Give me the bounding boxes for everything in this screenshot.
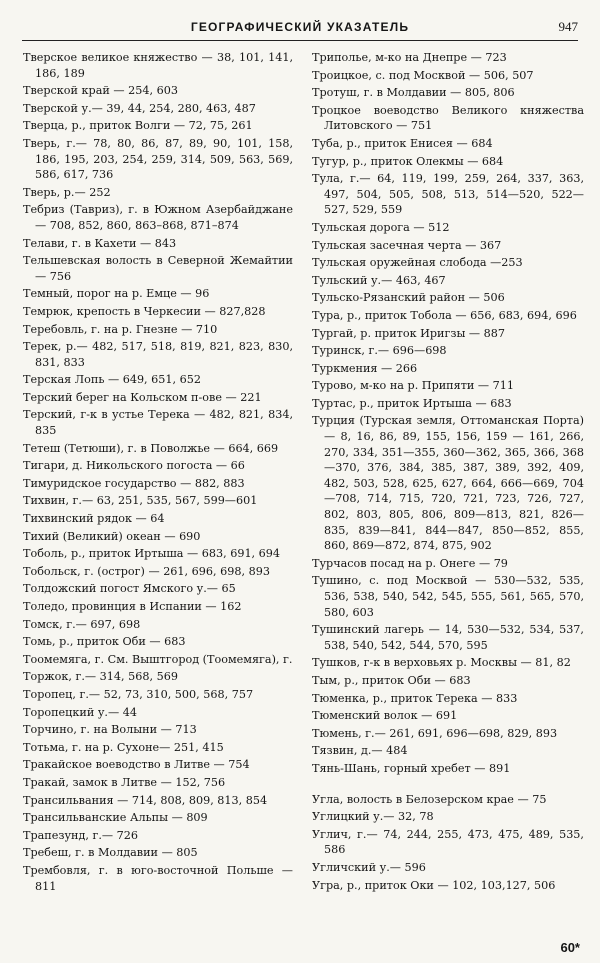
index-entry: Трапезунд, г.— 726 — [23, 828, 139, 842]
index-entry: Углич, г.— 74, 244, 255, 473, 475, 489, 535, 586 — [312, 827, 584, 857]
running-title: ГЕОГРАФИЧЕСКИЙ УКАЗАТЕЛЬ — [190, 20, 410, 34]
index-entry: Терек, р.— 482, 517, 518, 819, 821, 823, 830, 831, 833 — [23, 340, 293, 369]
index-entry: Тверь, г.— 78, 80, 86, 87, 89, 90, 101, 158, 186, 195, 203, 254, 259, 314, 509, 563, 569, 586, 617, 736 — [23, 136, 293, 182]
index-entry: Торжок, г.— 314, 568, 569 — [23, 670, 178, 684]
index-entry: Тетеш (Тетюши), г. в Поволжье — 664, 669 — [23, 441, 279, 455]
index-entry: Турчасов посад на р. Онеге — 79 — [312, 556, 508, 570]
index-entry: Томск, г.— 697, 698 — [23, 617, 141, 631]
printer-signature-mark: 60* — [560, 940, 580, 955]
index-entry: Тульско-Рязанский район — 506 — [312, 291, 505, 305]
index-entry: Темрюк, крепость в Черкесии — 827,828 — [23, 304, 266, 318]
index-entry: Угличский у.— 596 — [312, 860, 426, 874]
index-entry: Тугур, р., приток Олекмы — 684 — [312, 154, 504, 168]
index-entry: Тверца, р., приток Волги — 72, 75, 261 — [23, 119, 253, 133]
index-entry: Томь, р., приток Оби — 683 — [23, 635, 186, 649]
index-entry: Толдожский погост Ямского у.— 65 — [23, 582, 236, 596]
index-entry: Тверской у.— 39, 44, 254, 280, 463, 487 — [23, 101, 256, 115]
index-entry: Теребовль, г. на р. Гнезне — 710 — [23, 322, 218, 336]
index-entry: Тургай, р. приток Иригзы — 887 — [312, 326, 506, 340]
index-entry: Триполье, м-ко на Днепре — 723 — [312, 51, 507, 64]
index-entry: Трансильвания — 714, 808, 809, 813, 854 — [23, 793, 268, 807]
index-entry: Угра, р., приток Оки — 102, 103,127, 506 — [312, 878, 556, 892]
index-entry: Торопецкий у.— 44 — [23, 705, 137, 719]
index-entry: Торопец, г.— 52, 73, 310, 500, 568, 757 — [23, 687, 254, 701]
index-entry: Турово, м-ко на р. Припяти — 711 — [312, 379, 514, 393]
index-entry: Тюменский волок — 691 — [312, 709, 458, 723]
index-entry: Туба, р., приток Енисея — 684 — [312, 136, 493, 150]
index-entry: Тула, г.— 64, 119, 199, 259, 264, 337, 363, 497, 504, 505, 508, 513, 514—520, 522—527, 529, 559 — [312, 172, 584, 217]
index-entry: Тым, р., приток Оби — 683 — [312, 673, 471, 687]
index-entry: Угла, волость в Белозерском крае — 75 — [312, 792, 547, 806]
index-entry: Туринск, г.— 696—698 — [312, 344, 447, 358]
index-entry: Тимуридское государство — 882, 883 — [23, 476, 245, 490]
index-entry: Тотьма, г. на р. Сухоне— 251, 415 — [23, 740, 224, 754]
index-entry: Тушинский лагерь — 14, 530—532, 534, 537, 538, 540, 542, 544, 570, 595 — [312, 623, 584, 652]
index-column-right — [312, 50, 584, 895]
index-entry: Тверской край — 254, 603 — [23, 84, 178, 98]
index-entry: Тязвин, д.— 484 — [312, 744, 408, 758]
index-entry: Толедо, провинция в Испании — 162 — [23, 600, 242, 613]
index-entry: Тоомемяга, г. См. Выштгород (Тоомемяга), г. — [23, 652, 293, 666]
index-entry: Троицкое, с. под Москвой — 506, 507 — [312, 68, 534, 82]
index-entry: Тюменка, р., приток Терека — 833 — [312, 691, 518, 705]
index-entry: Требеш, г. в Молдавии — 805 — [23, 846, 198, 860]
index-entry: Терский, г-к в устье Терека — 482, 821, 834, 835 — [23, 408, 293, 438]
index-entry: Тура, р., приток Тобола — 656, 683, 694, 696 — [312, 308, 577, 322]
letter-group-gap — [312, 779, 584, 792]
index-entry: Тихвин, г.— 63, 251, 535, 567, 599—601 — [23, 494, 258, 508]
index-entry: Тянь-Шань, горный хребет — 891 — [312, 761, 511, 775]
index-entry: Тульская оружейная слобода —253 — [312, 256, 523, 270]
index-entry: Троцкое воеводство Великого княжества Литовского — 751 — [312, 103, 584, 133]
index-entry: Тракайское воеводство в Литве — 754 — [23, 758, 250, 772]
index-column-left — [23, 50, 293, 896]
index-entry: Тобольск, г. (острог) — 261, 696, 698, 893 — [23, 564, 270, 578]
index-entry: Терский берег на Кольском п-ове — 221 — [23, 390, 262, 404]
index-entry: Турция (Турская земля, Оттоманская Порта) — 8, 16, 86, 89, 155, 156, 159 — 161, 266, 270, 334, 351—355, 360—362, 365, 366, 368—370, 376, 384, 385, 387, 389, 392, 409, 482, 503, 528, 625, 627, 664, 666—669, 704—708, 714, 715, 720, 721, 723, 726, 727, 802, 803, 805, 806, 809—813, 821, 826—835, 839—841, 844—847, 850—852, 855, 860, 869—872, 874, 875, 902 — [312, 414, 584, 553]
index-entry: Терская Лопь — 649, 651, 652 — [23, 373, 201, 387]
index-entry: Тюмень, г.— 261, 691, 696—698, 829, 893 — [312, 726, 558, 740]
index-entry: Туркмения — 266 — [312, 361, 418, 375]
index-entry: Тигари, д. Никольского погоста — 66 — [23, 459, 245, 473]
index-entry: Тушино, с. под Москвой — 530—532, 535, 536, 538, 540, 542, 545, 555, 561, 565, 570, 580, 603 — [312, 574, 584, 619]
index-entry: Тихвинский рядок — 64 — [23, 512, 165, 526]
index-entry: Тульская дорога — 512 — [312, 220, 450, 234]
index-entry: Тульский у.— 463, 467 — [312, 273, 446, 287]
index-entry: Туртас, р., приток Иртыша — 683 — [312, 396, 512, 410]
index-entry: Тракай, замок в Литве — 152, 756 — [23, 775, 226, 789]
index-entry: Тульская засечная черта — 367 — [312, 238, 502, 252]
index-entry: Трансильванские Альпы — 809 — [23, 811, 208, 825]
index-entry: Телави, г. в Кахети — 843 — [23, 236, 177, 250]
index-entry: Тверь, р.— 252 — [23, 185, 111, 199]
index-entry: Тушков, г-к в верховьях р. Москвы — 81, 82 — [312, 656, 571, 670]
index-entry: Углицкий у.— 32, 78 — [312, 810, 434, 824]
page-header — [22, 14, 578, 41]
index-entry: Тротуш, г. в Молдавии — 805, 806 — [312, 86, 515, 100]
index-entry: Тверское великое княжество — 38, 101, 141, 186, 189 — [23, 51, 293, 80]
index-entry: Тебриз (Тавриз), г. в Южном Азербайджане — 708, 852, 860, 863–868, 871–874 — [23, 203, 293, 232]
index-entry: Тельшевская волость в Северной Жемайтии — 756 — [23, 254, 293, 283]
index-entry: Тоболь, р., приток Иртыша — 683, 691, 694 — [23, 547, 281, 561]
page-number: 947 — [558, 19, 578, 34]
index-entry: Тихий (Великий) океан — 690 — [23, 529, 201, 543]
index-entry: Трембовля, г. в юго-восточной Польше — 811 — [23, 863, 293, 893]
index-entry: Торчино, г. на Волыни — 713 — [23, 723, 197, 737]
index-entry: Темный, порог на р. Емце — 96 — [23, 287, 210, 301]
